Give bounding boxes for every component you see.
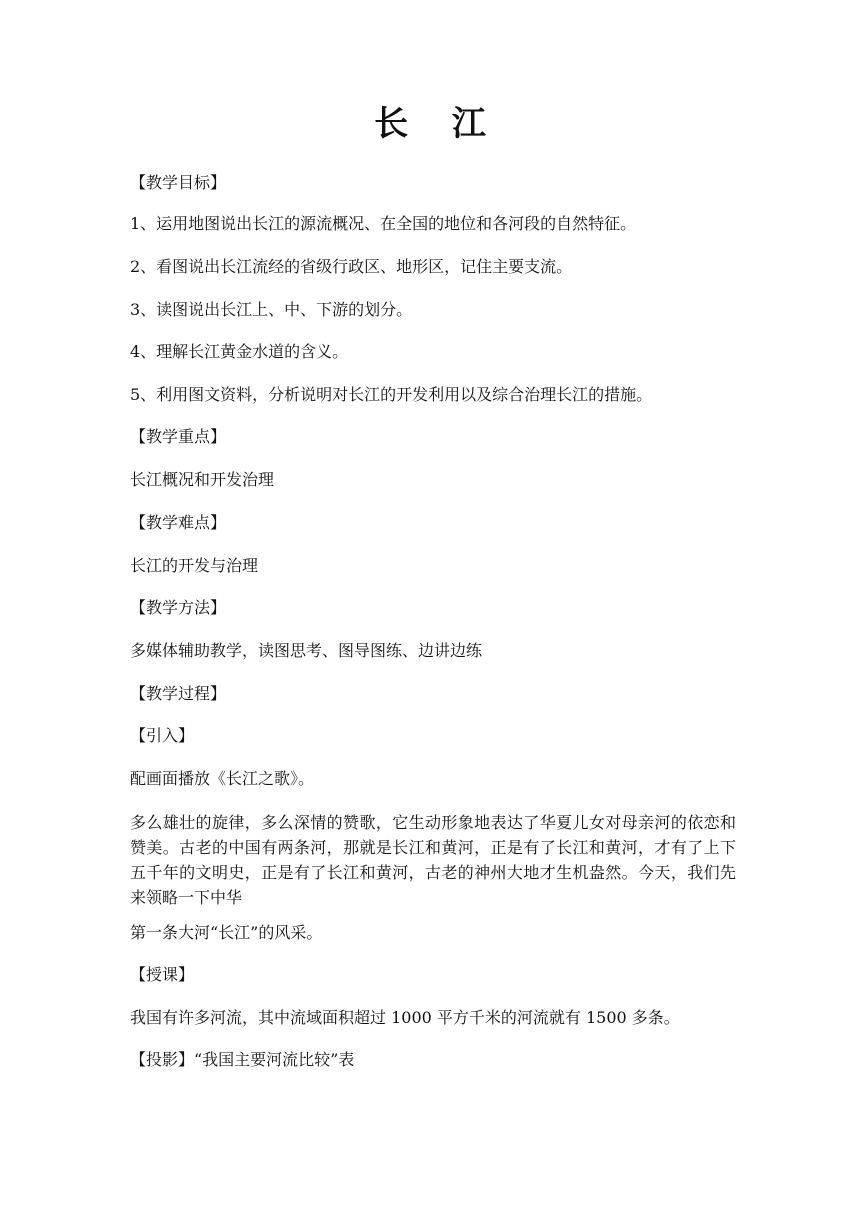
lecture-text: 我国有许多河流，其中流域面积超过 1000 平方千米的河流就有 1500 多条。 — [130, 1008, 680, 1027]
section-heading-lecture: 【授课】 — [130, 965, 195, 984]
section-heading-intro: 【引入】 — [130, 726, 195, 745]
key-text: 长江概况和开发治理 — [130, 470, 275, 489]
goal-item-2: 2、看图说出长江流经的省级行政区、地形区，记住主要支流。 — [130, 257, 573, 276]
goal-item-5: 5、利用图文资料，分析说明对长江的开发利用以及综合治理长江的措施。 — [130, 385, 653, 404]
section-heading-process: 【教学过程】 — [130, 684, 227, 703]
goal-item-3: 3、读图说出长江上、中、下游的划分。 — [130, 300, 413, 319]
goal-item-1: 1、运用地图说出长江的源流概况、在全国的地位和各河段的自然特征。 — [130, 214, 637, 233]
document-title: 长 江 — [374, 104, 502, 144]
method-text: 多媒体辅助教学，读图思考、图导图练、边讲边练 — [130, 641, 483, 660]
section-heading-goals: 【教学目标】 — [130, 173, 227, 192]
section-heading-difficulty: 【教学难点】 — [130, 513, 227, 532]
section-heading-method: 【教学方法】 — [130, 598, 227, 617]
section-heading-key: 【教学重点】 — [130, 427, 227, 446]
difficulty-text: 长江的开发与治理 — [130, 556, 259, 575]
intro-paragraph: 多么雄壮的旋律，多么深情的赞歌，它生动形象地表达了华夏儿女对母亲河的依恋和赞美。古老的中国有两条河，那就是长江和黄河，正是有了长江和黄河，才有了上下五千年的文明史，正是有了长江和黄河，古老的神州大地才生机盎然。今天，我们先来领略一下中华 — [130, 813, 736, 907]
projection-text: 【投影】“我国主要河流比较”表 — [130, 1050, 355, 1069]
intro-text: 配画面播放《长江之歌》。 — [130, 769, 315, 788]
intro-continue: 第一条大河“长江”的风采。 — [130, 923, 323, 942]
goal-item-4: 4、理解长江黄金水道的含义。 — [130, 342, 349, 361]
